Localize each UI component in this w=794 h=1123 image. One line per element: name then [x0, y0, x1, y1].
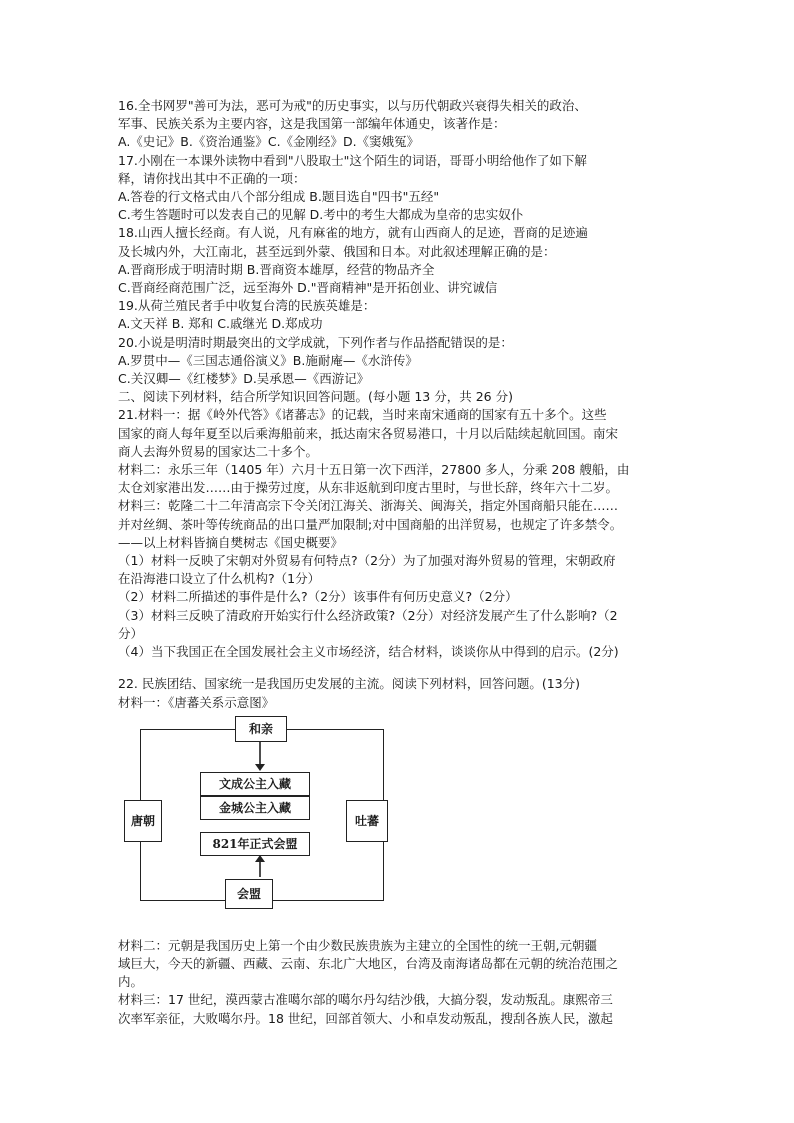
diagram-node-top: 和亲 [235, 716, 287, 742]
material-text: 材料三：17 世纪，漠西蒙古准噶尔部的噶尔丹勾结沙俄，大搞分裂，发动叛乱。康熙帝三 [118, 992, 613, 1008]
sub-question: （1）材料一反映了宋朝对外贸易有何特点?（2分）为了加强对海外贸易的管理，宋朝政府 [118, 553, 616, 569]
material-text: 材料二：元朝是我国历史上第一个由少数民族贵族为主建立的全国性的统一王朝,元朝疆 [118, 937, 597, 953]
question-21 [118, 406, 678, 661]
material-source: ——以上材料皆摘自樊树志《国史概要》 [118, 534, 344, 550]
question-text: 18.山西人擅长经商。有人说，凡有麻雀的地方，就有山西商人的足迹，晋商的足迹遍 [118, 225, 588, 241]
material-text: 太仓刘家港出发……由于操劳过度，从东非返航到印度古里时，与世长辞，终年六十二岁。 [118, 480, 619, 496]
arrow-head-down [255, 764, 265, 771]
material-text: 商人去海外贸易的国家达二十多个。 [118, 443, 319, 459]
diagram-node-right: 吐蕃 [346, 800, 388, 842]
question-20 [118, 334, 678, 389]
material-text: 域巨大，今天的新疆、西藏、云南、东北广大地区，台湾及南海诸岛都在元朝的统治范围之 [118, 955, 619, 971]
sub-question: 分） [118, 625, 144, 641]
material-text: 21.材料一：据《岭外代答》《诸蕃志》的记载，当时来南宋通商的国家有五十多个。这些 [118, 407, 607, 423]
question-22 [118, 675, 678, 1027]
diagram-node-bottom: 会盟 [225, 879, 273, 909]
diagram-event: 821年正式会盟 [200, 832, 310, 856]
diagram-arrows [122, 714, 432, 929]
question-18 [118, 224, 678, 297]
section-heading: 二、阅读下列材料，结合所学知识回答问题。(每小题 13 分，共 26 分) [118, 389, 513, 405]
answer-options: C.关汉卿—《红楼梦》D.吴承恩—《西游记》 [118, 371, 370, 387]
material-text: 内。 [118, 974, 144, 990]
material-text: 次率军亲征，大败噶尔丹。18 世纪，回部首领大、小和卓发动叛乱，搜刮各族人民，激起 [118, 1010, 613, 1026]
answer-options: A.答卷的行文格式由八个部分组成 B.题目选自"四书"五经" [118, 189, 440, 205]
material-text: 并对丝绸、茶叶等传统商品的出口量严加限制;对中国商船的出洋贸易，也规定了许多禁令。 [118, 516, 623, 532]
diagram-event: 文成公主入藏 [200, 772, 310, 796]
answer-options: C.考生答题时可以发表自己的见解 D.考中的考生大都成为皇帝的忠实奴仆 [118, 207, 524, 223]
question-text: 及长城内外，大江南北，甚至远到外蒙、俄国和日本。对此叙述理解正确的是： [118, 243, 556, 259]
sub-question: （2）材料二所描述的事件是什么?（2分）该事件有何历史意义?（2分） [118, 589, 518, 605]
answer-options: A.罗贯中—《三国志通俗演义》B.施耐庵—《水浒传》 [118, 352, 418, 368]
answer-options: A.文天祥 B. 郑和 C.戚继光 D.郑成功 [118, 316, 323, 332]
question-text: 释，请你找出其中不正确的一项： [118, 170, 306, 186]
answer-options: C.晋商经商范围广泛，远至海外 D."晋商精神"是开拓创业、讲究诚信 [118, 280, 498, 296]
sub-question: （3）材料三反映了清政府开始实行什么经济政策?（2分）对经济发展产生了什么影响?（2 [118, 607, 618, 623]
question-17 [118, 152, 678, 225]
material-text: 材料二：永乐三年（1405 年）六月十五日第一次下西洋，27800 多人，分乘 208 艘船，由 [118, 462, 630, 478]
question-text: 16.全书网罗"善可为法，恶可为戒"的历史事实，以与历代朝政兴衰得失相关的政治、 [118, 98, 587, 113]
question-text: 军事、民族关系为主要内容，这是我国第一部编年体通史，该著作是： [118, 116, 506, 132]
question-16 [118, 97, 678, 152]
question-text: 19.从荷兰殖民者手中收复台湾的民族英雄是： [118, 298, 376, 314]
diagram-node-left: 唐朝 [124, 800, 162, 842]
question-text: 20.小说是明清时期最突出的文学成就，下列作者与作品搭配错误的是： [118, 334, 513, 350]
sub-question: （4）当下我国正在全国发展社会主义市场经济，结合材料，谈谈你从中得到的启示。(2分) [118, 644, 619, 660]
answer-options: A.《史记》B.《资治通鉴》C.《金刚经》D.《窦娥冤》 [118, 134, 420, 150]
arrow-head-up [255, 855, 265, 862]
question-text: 22. 民族团结、国家统一是我国历史发展的主流。阅读下列材料，回答问题。(13分) [118, 676, 581, 692]
material-text: 材料三：乾隆二十二年清高宗下令关闭江海关、浙海关、闽海关，指定外国商船只能在…… [118, 498, 619, 514]
exam-page [118, 97, 678, 1028]
material-title: 材料一：《唐蕃关系示意图》 [118, 694, 275, 710]
sub-question: 在沿海港口设立了什么机构?（1分） [118, 571, 321, 587]
material-text: 国家的商人每年夏至以后乘海船前来，抵达南宋各贸易港口，十月以后陆续起航回国。南宋 [118, 425, 619, 441]
question-19 [118, 297, 678, 333]
question-text: 17.小刚在一本课外读物中看到"八股取士"这个陌生的词语，哥哥小明给他作了如下解 [118, 152, 587, 168]
diagram-event: 金城公主入藏 [200, 796, 310, 820]
tang-tibet-relations-diagram [122, 714, 432, 929]
answer-options: A.晋商形成于明清时期 B.晋商资本雄厚，经营的物品齐全 [118, 261, 435, 277]
